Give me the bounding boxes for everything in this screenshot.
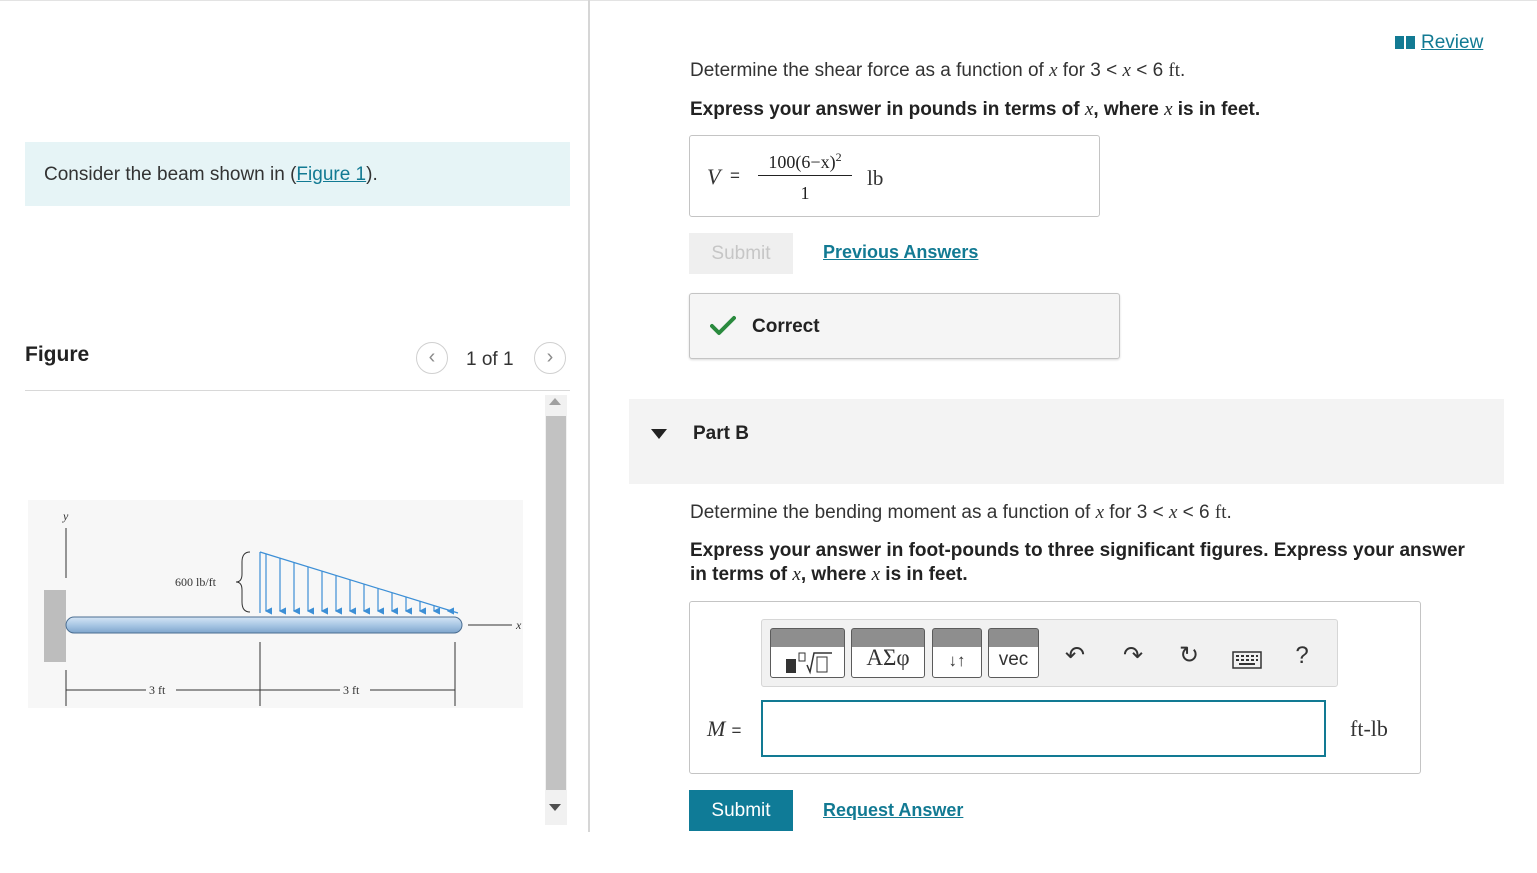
correct-feedback	[689, 293, 1120, 359]
part-a-question	[690, 60, 1185, 82]
figure-link[interactable]: Figure 1	[296, 164, 367, 185]
part-b-instruction-line1: Express your answer in foot-pounds to three significant figures. Express your answer	[690, 540, 1465, 561]
part-b-instruction-text: in terms of	[690, 564, 793, 585]
part-b-submit-button[interactable]: Submit	[689, 790, 793, 831]
answer-numerator	[758, 150, 852, 176]
part-a-question-text: for 3 <	[1057, 60, 1123, 81]
beam	[66, 617, 462, 633]
context-prefix: Consider the beam shown in (	[44, 164, 297, 185]
var-x: x	[1049, 60, 1058, 81]
vector-button[interactable]	[988, 628, 1039, 678]
part-b-question-text: < 6	[1177, 502, 1215, 523]
var-x: x	[1168, 502, 1178, 523]
part-a-question-text: .	[1180, 60, 1186, 81]
part-a-instruction	[690, 99, 1260, 121]
var-x: x	[1095, 502, 1105, 523]
book-icon	[1395, 36, 1415, 49]
previous-answers-link[interactable]: Previous Answers	[823, 242, 979, 262]
beam-diagram	[28, 500, 523, 708]
scrollbar-thumb[interactable]	[546, 416, 566, 790]
y-axis-label: y	[63, 509, 69, 523]
review-link[interactable]	[1395, 32, 1483, 54]
var-x: x	[792, 564, 801, 585]
math-toolbar	[761, 619, 1338, 687]
arrows-label: ↓↑	[948, 651, 966, 670]
chevron-right-icon: ›	[546, 346, 554, 368]
part-a-submit-button[interactable]: Submit	[689, 233, 793, 274]
answer-unit: lb	[867, 166, 884, 190]
unit-ft: ft	[1168, 60, 1181, 81]
redo-icon[interactable]: ↷	[1122, 642, 1144, 669]
var-x: x	[1164, 99, 1173, 120]
figure-pager-text: 1 of 1	[466, 349, 514, 370]
greek-symbols-button[interactable]	[851, 628, 925, 678]
part-b-title: Part B	[693, 423, 749, 444]
span-right-label: 3 ft	[343, 683, 360, 697]
answer-denominator: 1	[800, 183, 810, 203]
caret-down-icon[interactable]	[651, 429, 667, 439]
help-icon[interactable]: ?	[1295, 642, 1309, 669]
vec-label: vec	[998, 649, 1029, 670]
var-x: x	[1122, 60, 1131, 81]
beam-figure	[28, 500, 523, 708]
var-x: x	[1084, 99, 1094, 120]
x-axis-label: x	[516, 618, 522, 632]
greek-label: ΑΣφ	[866, 645, 910, 670]
checkmark-icon	[710, 315, 736, 337]
part-a-instruction-text: , where	[1093, 99, 1165, 120]
answer-numerator-text: 100(6−x)	[768, 152, 836, 172]
review-label: Review	[1421, 32, 1484, 53]
answer-exponent: 2	[835, 150, 842, 164]
part-b-question-text: .	[1226, 502, 1232, 523]
subscript-superscript-button[interactable]	[932, 628, 982, 678]
part-b-instruction-line2	[690, 564, 968, 586]
undo-icon[interactable]: ↶	[1064, 642, 1086, 669]
part-b-instruction-text: is in feet.	[880, 564, 968, 585]
unit-ft: ft	[1214, 502, 1227, 523]
context-text	[44, 164, 378, 186]
span-left-label: 3 ft	[149, 683, 166, 697]
part-b-question-text: Determine the bending moment as a function of	[690, 502, 1096, 523]
scroll-down-icon[interactable]	[549, 804, 561, 811]
part-b-instruction-text: , where	[800, 564, 872, 585]
var-m: M	[707, 716, 726, 741]
part-b-header[interactable]	[629, 399, 1504, 484]
part-a-instruction-text: Express your answer in pounds in terms of	[690, 99, 1085, 120]
fraction-sqrt-template-icon	[785, 651, 833, 675]
chevron-left-icon: ‹	[428, 346, 436, 368]
context-suffix: ).	[366, 164, 378, 185]
part-a-question-text: < 6	[1130, 60, 1169, 81]
load-label: 600 lb/ft	[175, 575, 216, 589]
answer-var-v: V	[707, 164, 721, 189]
figure-heading: Figure	[25, 343, 90, 366]
figure-divider	[25, 390, 570, 391]
var-x: x	[871, 564, 881, 585]
next-figure-button[interactable]	[534, 342, 566, 374]
answer-var-m	[707, 716, 741, 742]
moment-answer-input[interactable]	[761, 700, 1326, 757]
fixed-wall	[44, 590, 66, 662]
templates-button[interactable]	[770, 628, 845, 678]
answer-eq: =	[730, 166, 740, 185]
part-b-question-text: for 3 <	[1104, 502, 1169, 523]
request-answer-link[interactable]: Request Answer	[823, 800, 964, 820]
part-b-question	[690, 502, 1232, 524]
reset-icon[interactable]: ↻	[1178, 642, 1200, 669]
problem-context	[25, 142, 570, 206]
panel-divider	[588, 0, 590, 832]
top-rule	[0, 0, 1537, 1]
prev-figure-button[interactable]	[416, 342, 448, 374]
scroll-up-icon[interactable]	[549, 398, 561, 405]
correct-text: Correct	[752, 316, 820, 337]
keyboard-icon[interactable]	[1232, 651, 1262, 669]
answer-unit-ftlb: ft-lb	[1350, 716, 1388, 741]
part-a-question-text: Determine the shear force as a function of	[690, 60, 1050, 81]
answer-eq: =	[731, 721, 742, 740]
part-a-answer-box	[689, 135, 1100, 217]
part-a-instruction-text: is in feet.	[1172, 99, 1261, 120]
